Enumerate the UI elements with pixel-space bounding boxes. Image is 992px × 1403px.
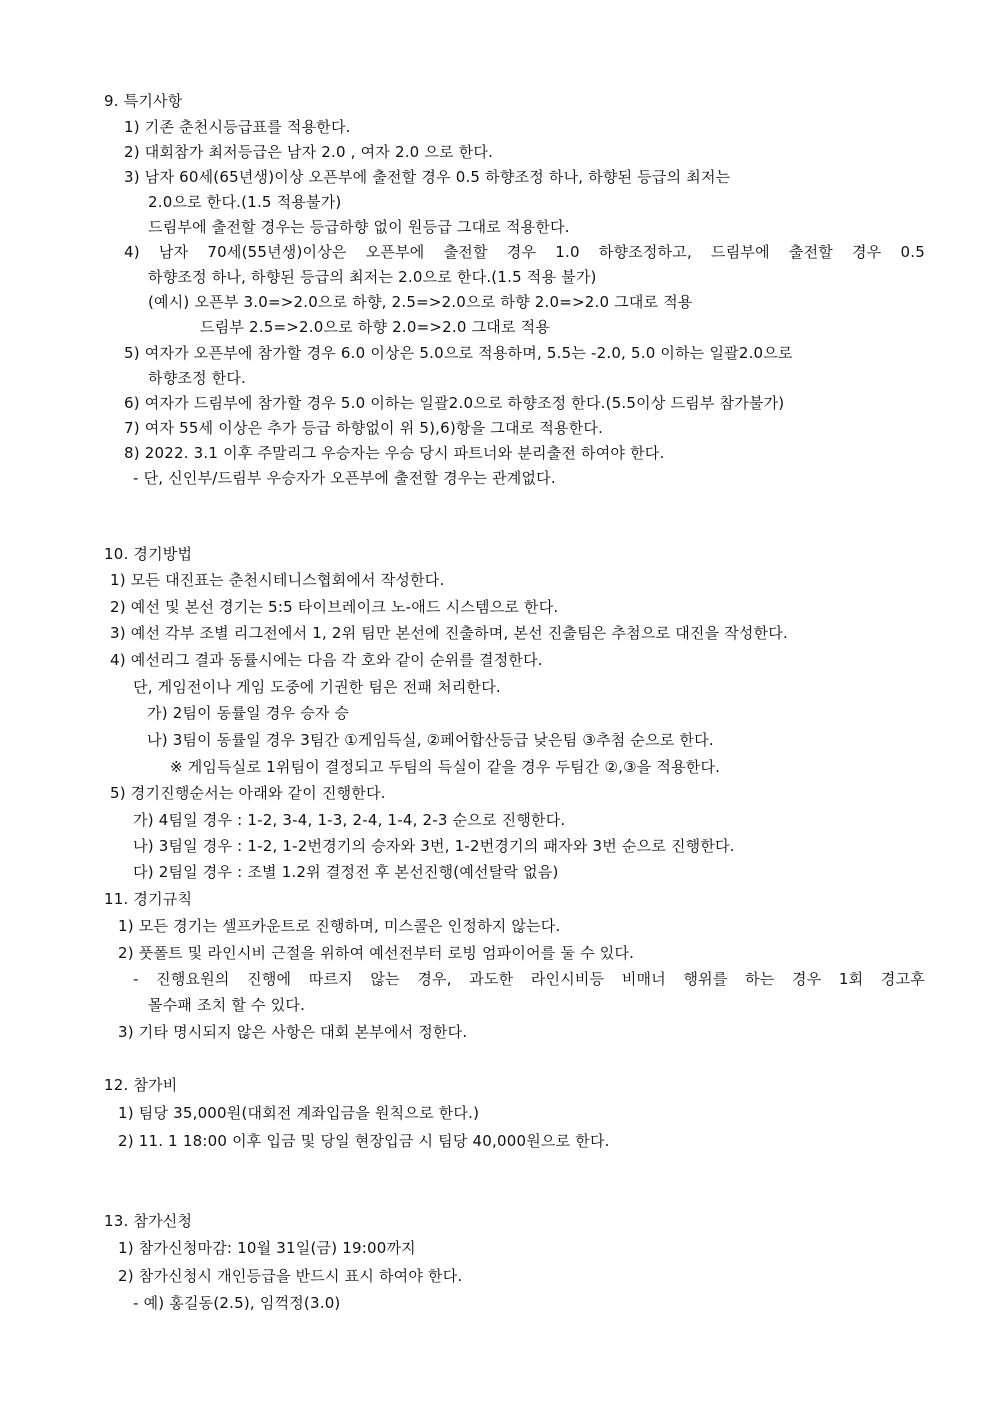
s10-item-5-da: 다) 2팀일 경우 : 조별 1.2위 결정전 후 본선진행(예선탈락 없음) <box>133 863 559 881</box>
s9-item-7: 7) 여자 55세 이상은 추가 등급 하향없이 위 5),6)항을 그대로 적용한다. <box>124 419 604 437</box>
s9-item-8: 8) 2022. 3.1 이후 주말리그 우승자는 우승 당시 파트너와 분리출전 하여야 한다. <box>124 444 665 462</box>
s10-item-5: 5) 경기진행순서는 아래와 같이 진행한다. <box>110 784 386 802</box>
section-11-heading: 11. 경기규칙 <box>104 890 193 908</box>
s10-item-5-na: 나) 3팀일 경우 : 1-2, 1-2번경기의 승자와 3번, 1-2번경기의 패자와 3번 순으로 진행한다. <box>133 837 735 855</box>
s11-item-2-note: - 진행요원의 진행에 따르지 않는 경우, 과도한 라인시비등 비매너 행위를 하는 경우 1회 경고후 <box>133 970 925 988</box>
s12-item-1: 1) 팀당 35,000원(대회전 계좌입금을 원칙으로 한다.) <box>118 1104 480 1122</box>
s10-item-4-note: 단, 게임전이나 게임 도중에 기권한 팀은 전패 처리한다. <box>133 678 501 696</box>
section-10-heading: 10. 경기방법 <box>104 545 193 563</box>
s10-item-1: 1) 모든 대진표는 춘천시테니스협회에서 작성한다. <box>110 571 445 589</box>
section-13-heading: 13. 참가신청 <box>104 1212 193 1230</box>
s9-item-8-note: - 단, 신인부/드림부 우승자가 오픈부에 출전할 경우는 관계없다. <box>133 469 556 487</box>
s9-item-4: 4) 남자 70세(55년생)이상은 오픈부에 출전할 경우 1.0 하향조정하고, 드림부에 출전할 경우 0.5 <box>124 243 925 261</box>
s9-item-4-cont: 하향조정 하나, 하향된 등급의 최저는 2.0으로 한다.(1.5 적용 불가) <box>148 268 597 286</box>
s9-item-5: 5) 여자가 오픈부에 참가할 경우 6.0 이상은 5.0으로 적용하며, 5.5는 -2.0, 5.0 이하는 일괄2.0으로 <box>124 344 793 362</box>
s9-item-4-example-2: 드림부 2.5=>2.0으로 하향 2.0=>2.0 그대로 적용 <box>200 318 551 336</box>
section-12-heading: 12. 참가비 <box>104 1076 178 1094</box>
s12-item-2: 2) 11. 1 18:00 이후 입금 및 당일 현장입금 시 팀당 40,000원으로 한다. <box>118 1132 610 1150</box>
s9-item-3-note: 드림부에 출전할 경우는 등급하향 없이 원등급 그대로 적용한다. <box>148 218 570 236</box>
section-9-heading: 9. 특기사항 <box>104 92 183 110</box>
s10-item-4-remark: ※ 게임득실로 1위팀이 결정되고 두팀의 득실이 같을 경우 두팀간 ②,③을 적용한다. <box>170 758 721 776</box>
s9-item-3-cont: 2.0으로 한다.(1.5 적용불가) <box>148 193 342 211</box>
s9-item-2: 2) 대회참가 최저등급은 남자 2.0 , 여자 2.0 으로 한다. <box>124 143 494 161</box>
s9-item-6: 6) 여자가 드림부에 참가할 경우 5.0 이하는 일괄2.0으로 하향조정 한다.(5.5이상 드림부 참가불가) <box>124 394 785 412</box>
s10-item-4: 4) 예선리그 결과 동률시에는 다음 각 호와 같이 순위를 결정한다. <box>110 651 543 669</box>
s9-item-4-example: (예시) 오픈부 3.0=>2.0으로 하향, 2.5=>2.0으로 하향 2.0=>2.0 그대로 적용 <box>148 293 693 311</box>
s9-item-5-cont: 하향조정 한다. <box>148 369 247 387</box>
s11-item-3: 3) 기타 명시되지 않은 사항은 대회 본부에서 정한다. <box>118 1023 468 1041</box>
s10-item-2: 2) 예선 및 본선 경기는 5:5 타이브레이크 노-애드 시스템으로 한다. <box>110 598 559 616</box>
s11-item-2: 2) 풋폴트 및 라인시비 근절을 위하여 예선전부터 로빙 엄파이어를 둘 수 있다. <box>118 944 635 962</box>
s10-item-4-ga: 가) 2팀이 동률일 경우 승자 승 <box>147 704 350 722</box>
s13-item-1: 1) 참가신청마감: 10월 31일(금) 19:00까지 <box>118 1239 416 1257</box>
s9-item-1: 1) 기존 춘천시등급표를 적용한다. <box>124 118 351 136</box>
s10-item-5-ga: 가) 4팀일 경우 : 1-2, 3-4, 1-3, 2-4, 1-4, 2-3 순으로 진행한다. <box>133 811 566 829</box>
s10-item-3: 3) 예선 각부 조별 리그전에서 1, 2위 팀만 본선에 진출하며, 본선 진출팀은 추첨으로 대진을 작성한다. <box>110 624 788 642</box>
s13-item-2: 2) 참가신청시 개인등급을 반드시 표시 하여야 한다. <box>118 1267 463 1285</box>
s10-item-4-na: 나) 3팀이 동률일 경우 3팀간 ①게임득실, ②페어합산등급 낮은팀 ③추첨 순으로 한다. <box>147 731 714 749</box>
s11-item-2-note-cont: 몰수패 조치 할 수 있다. <box>148 996 306 1014</box>
s9-item-3: 3) 남자 60세(65년생)이상 오픈부에 출전할 경우 0.5 하향조정 하나, 하향된 등급의 최저는 <box>124 168 731 186</box>
s11-item-1: 1) 모든 경기는 셀프카운트로 진행하며, 미스콜은 인정하지 않는다. <box>118 917 561 935</box>
s13-item-2-example: - 예) 홍길동(2.5), 임꺽정(3.0) <box>133 1294 341 1312</box>
